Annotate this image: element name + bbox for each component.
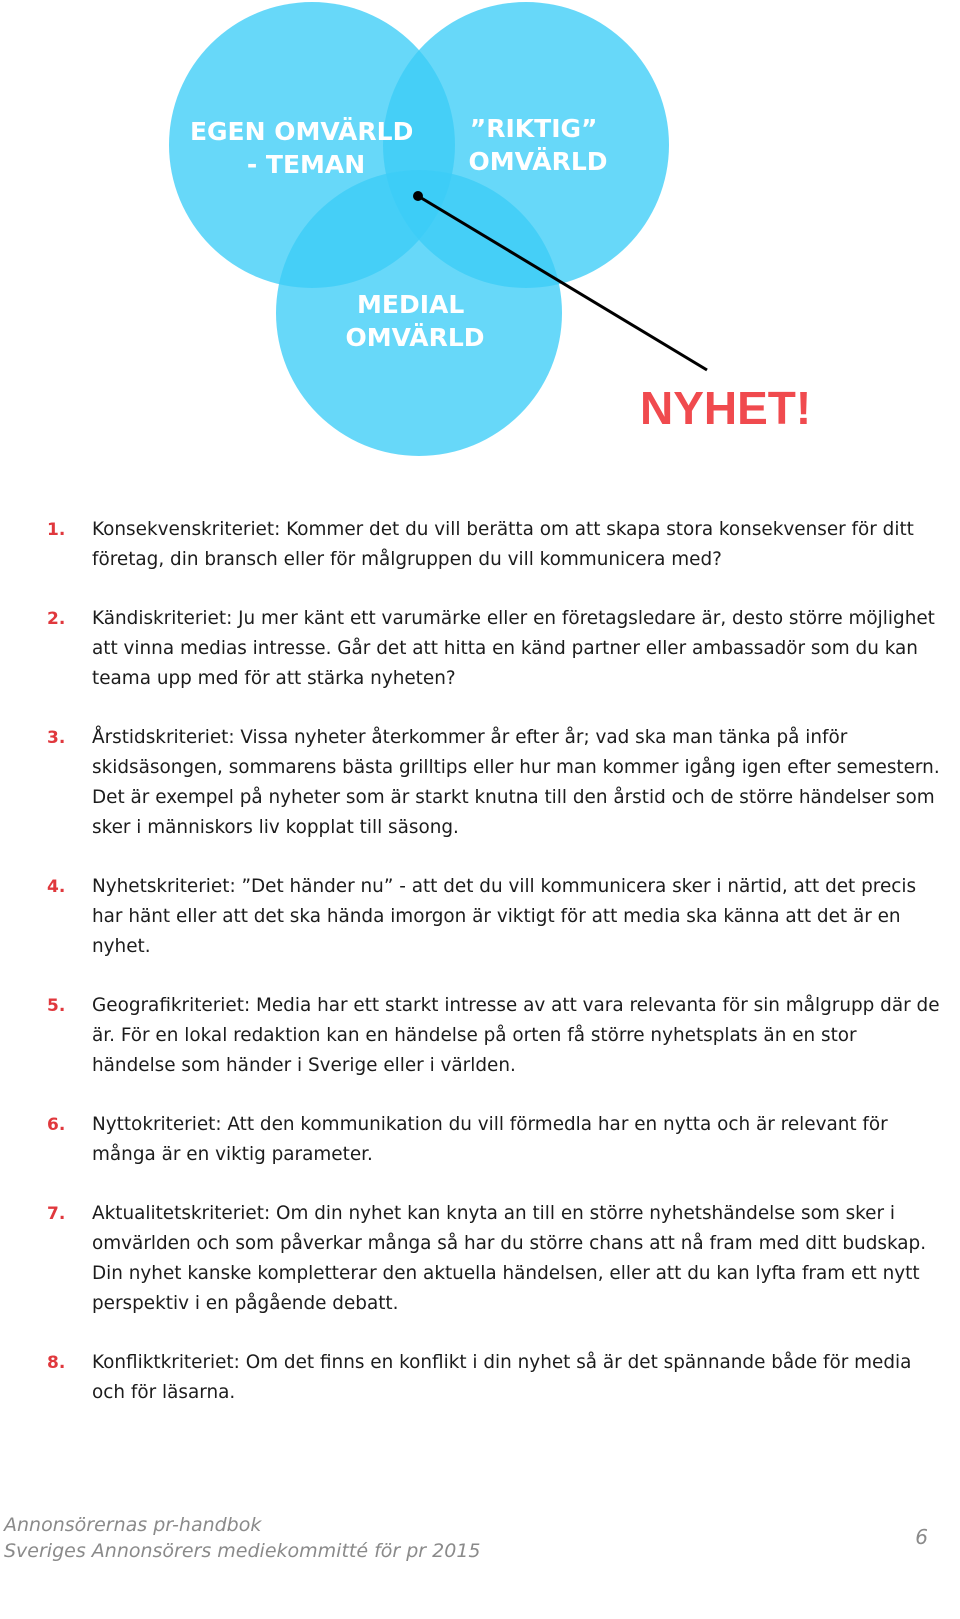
venn-diagram xyxy=(0,0,960,480)
criterion-number: 1. xyxy=(47,520,66,540)
criterion-item xyxy=(0,1199,960,1319)
criterion-item xyxy=(0,991,960,1081)
criterion-number: 7. xyxy=(47,1204,66,1224)
criterion-item xyxy=(0,1348,960,1408)
criterion-number: 2. xyxy=(47,609,66,629)
criterion-item xyxy=(0,604,960,694)
circle-label-line: ”RIKTIG” xyxy=(469,114,598,143)
criterion-text: Aktualitetskriteriet: Om din nyhet kan knyta an till en större nyhetshändelse som sker i omvärlden och som påverkar många så har du större chans att nå fram med ditt budskap. Din nyhet kanske kompletterar den aktuella händelsen, eller att du kan lyfta fram ett nytt perspektiv i en pågående debatt. xyxy=(92,1203,927,1314)
criterion-text: Konsekvenskriteriet: Kommer det du vill berätta om att skapa stora konsekvenser för ditt företag, din bransch eller för målgruppen du vill kommunicera med? xyxy=(92,519,914,570)
circle-label-line: EGEN OMVÄRLD xyxy=(189,117,414,146)
circle-label-line: - TEMAN xyxy=(246,150,366,179)
criterion-text: Årstidskriteriet: Vissa nyheter återkommer år efter år; vad ska man tänka på inför skidsäsongen, sommarens bästa grilltips eller hur man kommer igång igen efter semestern. Det är exempel på nyheter som är starkt knutna till den årstid och de större händelser som sker i människors liv kopplat till säsong. xyxy=(92,727,940,838)
page-footer xyxy=(4,1512,924,1564)
criterion-number: 6. xyxy=(47,1115,66,1135)
criterion-text: Nyhetskriteriet: ”Det händer nu” - att det du vill kommunicera sker i närtid, att det precis har hänt eller att det ska hända imorgon är viktigt för att media ska känna att det är en nyhet. xyxy=(92,876,917,957)
criterion-number: 5. xyxy=(47,996,66,1016)
criterion-text: Nyttokriteriet: Att den kommunikation du vill förmedla har en nytta och är relevant för många är en viktig parameter. xyxy=(92,1114,888,1165)
criterion-text: Geografikriteriet: Media har ett starkt intresse av att vara relevanta för sin målgrupp där de är. För en lokal redaktion kan en händelse på orten få större nyhetsplats än en stor händelse som händer i Sverige eller i världen. xyxy=(92,995,940,1076)
criterion-item xyxy=(0,872,960,962)
criterion-item xyxy=(0,515,960,575)
footer-publication-title: Annonsörernas pr-handbok xyxy=(4,1514,262,1536)
criterion-number: 8. xyxy=(47,1353,66,1373)
criterion-number: 3. xyxy=(47,728,66,748)
nyhet-label: NYHET! xyxy=(640,382,812,434)
criteria-list xyxy=(0,515,960,1437)
criterion-text: Kändiskriteriet: Ju mer känt ett varumärke eller en företagsledare är, desto större möjlighet att vinna medias intresse. Går det att hitta en känd partner eller ambassadör som du kan teama upp med för att stärka nyheten? xyxy=(92,608,935,689)
footer-publisher: Sveriges Annonsörers mediekommitté för pr 2015 xyxy=(4,1540,481,1562)
criterion-item xyxy=(0,1110,960,1170)
circle-label-line: MEDIAL xyxy=(356,290,465,319)
criterion-text: Konfliktkriteriet: Om det finns en konflikt i din nyhet så är det spännande både för media och för läsarna. xyxy=(92,1352,912,1403)
criterion-item xyxy=(0,723,960,843)
page-number: 6 xyxy=(915,1525,928,1549)
criterion-number: 4. xyxy=(47,877,66,897)
circle-label-line: OMVÄRLD xyxy=(345,323,485,352)
circle-label-line: OMVÄRLD xyxy=(468,147,608,176)
venn-circles xyxy=(169,2,669,456)
